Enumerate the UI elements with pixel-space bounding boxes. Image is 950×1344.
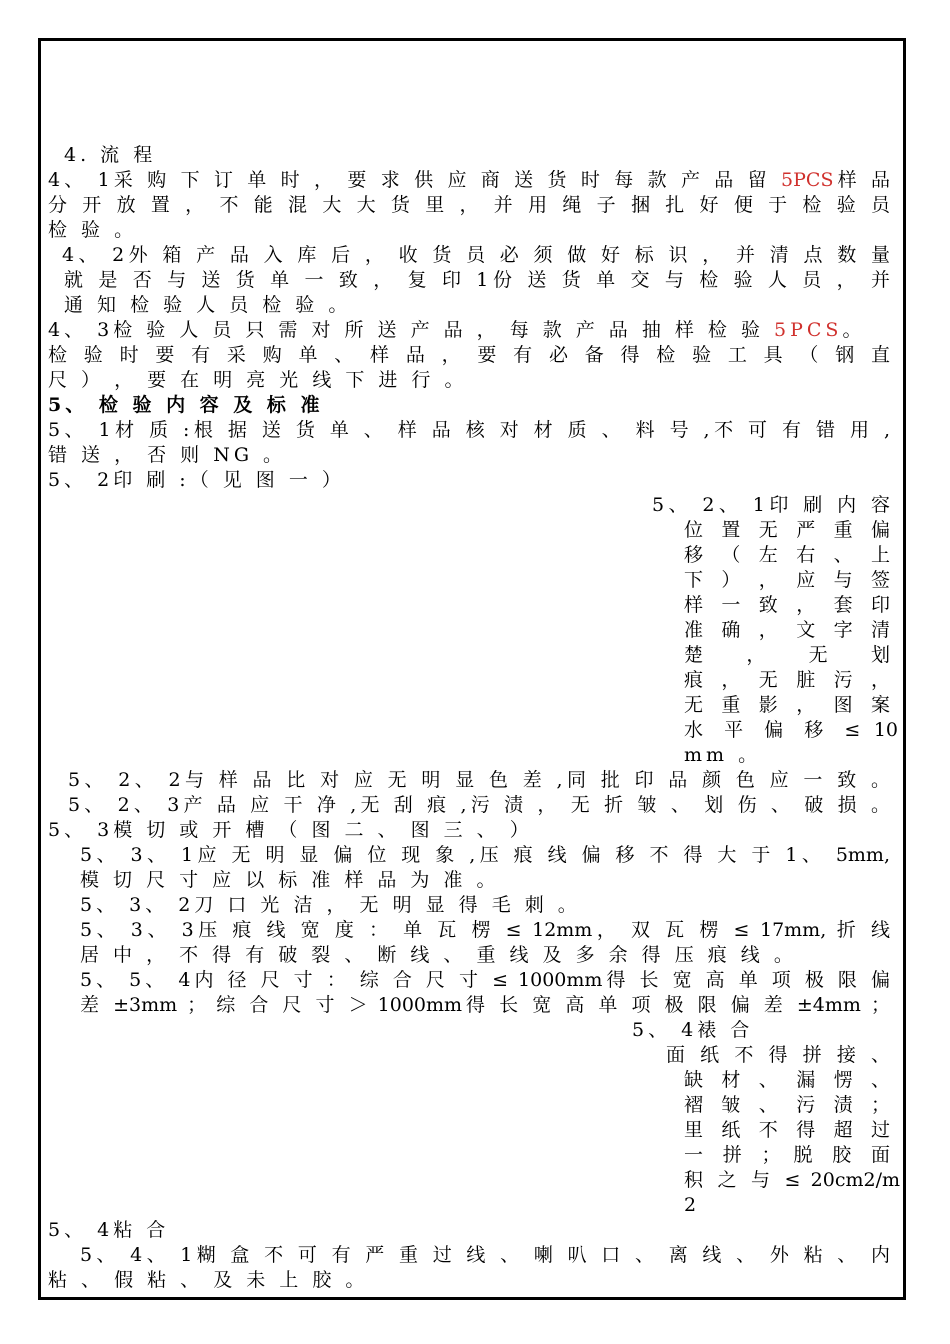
para-5-2-1-line-1: 5、 2、 1印 刷 内 容 bbox=[652, 494, 890, 516]
sample-qty-highlight-2: 5PCS bbox=[774, 319, 843, 341]
para-4-1-line-2: 分 开 放 置 ， 不 能 混 大 大 货 里 ， 并 用 绳 子 捆 扎 好 便 于 检 验 员 bbox=[48, 194, 890, 216]
para-5-2-2: 5、 2、 2与 样 品 比 对 应 无 明 显 色 差 ,同 批 印 品 颜 色 应 一 致 。 bbox=[68, 769, 890, 791]
para-5-2-1-line-11: mm 。 bbox=[684, 744, 762, 766]
para-5-1-line-2: 错 送 ， 否 则 NG 。 bbox=[48, 444, 287, 466]
para-4-2-line-1: 4、 2外 箱 产 品 入 库 后 ， 收 货 员 必 须 做 好 标 识 ， 并 清 点 数 量 bbox=[62, 244, 890, 266]
para-5-3-heading: 5、 3模 切 或 开 槽 （ 图 二 、 图 三 、 ） bbox=[48, 819, 533, 841]
para-5-1-line-1: 5、 1材 质 :根 据 送 货 单 、 样 品 核 对 材 质 、 料 号 ,不 可 有 错 用 , bbox=[48, 419, 890, 441]
para-4-2-line-3: 通 知 检 验 人 员 检 验 。 bbox=[64, 294, 352, 316]
para-5-4-bonding-heading: 5、 4粘 合 bbox=[48, 1219, 170, 1241]
para-4-3-line-3: 尺 ） ， 要 在 明 亮 光 线 下 进 行 。 bbox=[48, 369, 468, 391]
para-5-4-lamination-line-6: 积 之 与 ≤ 20cm2/m bbox=[684, 1169, 900, 1191]
para-5-2-1-line-2: 位 置 无 严 重 偏 bbox=[684, 519, 890, 541]
para-4-3-line-2: 检 验 时 要 有 采 购 单 、 样 品 ， 要 有 必 备 得 检 验 工 具 （ 钢 直 bbox=[48, 344, 890, 366]
para-5-3-3-line-2: 居 中 ， 不 得 有 破 裂 、 断 线 、 重 线 及 多 余 得 压 痕 线 。 bbox=[80, 944, 797, 966]
sample-qty-highlight: 5PCS bbox=[781, 169, 834, 191]
para-5-5-4-line-2: 差 ±3mm ； 综 合 尺 寸 ＞ 1000mm得 长 宽 高 单 项 极 限 偏 差 ±4mm ； bbox=[80, 994, 890, 1016]
para-5-4-lamination-line-3: 褶 皱 、 污 渍 ； bbox=[684, 1094, 890, 1116]
para-5-2-3: 5、 2、 3产 品 应 干 净 ,无 刮 痕 ,污 渍 ， 无 折 皱 、 划 伤 、 破 损 。 bbox=[68, 794, 890, 816]
para-5-4-1-line-1: 5、 4、 1糊 盒 不 可 有 严 重 过 线 、 喇 叭 口 、 离 线 、 外 粘 、 内 bbox=[80, 1244, 890, 1266]
para-5-2-1-line-3: 移 （ 左 右 、 上 bbox=[684, 544, 890, 566]
para-5-4-lamination-line-1: 面 纸 不 得 拼 接 、 bbox=[666, 1044, 890, 1066]
para-4-1-line-1: 4、 1采 购 下 订 单 时 ， 要 求 供 应 商 送 货 时 每 款 产 品 留 5PCS样 品 bbox=[48, 169, 890, 191]
para-5-3-1-line-1: 5、 3、 1应 无 明 显 偏 位 现 象 ,压 痕 线 偏 移 不 得 大 于 1、 5mm, bbox=[80, 844, 890, 866]
para-5-4-lamination-line-4: 里 纸 不 得 超 过 bbox=[684, 1119, 890, 1141]
para-5-2-heading: 5、 2印 刷 :（ 见 图 一 ） bbox=[48, 469, 345, 491]
para-5-2-1-line-7: 楚 ， 无 划 bbox=[684, 644, 890, 666]
para-5-2-1-line-9: 无 重 影 ， 图 案 bbox=[684, 694, 890, 716]
para-5-2-1-line-8: 痕 ， 无 脏 污 ， bbox=[684, 669, 890, 691]
para-5-3-1-line-2: 模 切 尺 寸 应 以 标 准 样 品 为 准 。 bbox=[80, 869, 500, 891]
para-5-2-1-line-5: 样 一 致 ， 套 印 bbox=[684, 594, 890, 616]
section-5-heading: 5、 检 验 内 容 及 标 准 bbox=[48, 394, 324, 416]
para-4-1-line-3: 检 验 。 bbox=[48, 219, 138, 241]
para-5-4-lamination-line-5: 一 拼 ； 脱 胶 面 bbox=[684, 1144, 890, 1166]
para-5-4-lamination-line-7: 2 bbox=[684, 1194, 701, 1216]
para-4-3-line-1: 4、 3检 验 人 员 只 需 对 所 送 产 品 ， 每 款 产 品 抽 样 检 验 5PCS。 bbox=[48, 319, 866, 341]
para-5-3-3-line-1: 5、 3、 3压 痕 线 宽 度 ： 单 瓦 楞 ≤ 12mm， 双 瓦 楞 ≤ 17mm, 折 线 bbox=[80, 919, 890, 941]
para-5-4-1-line-2: 粘 、 假 粘 、 及 未 上 胶 。 bbox=[48, 1269, 369, 1291]
para-5-2-1-line-4: 下 ） ， 应 与 签 bbox=[684, 569, 890, 591]
section-4-heading: 4. 流 程 bbox=[64, 144, 157, 166]
para-5-5-4-line-1: 5、 5、 4内 径 尺 寸 ： 综 合 尺 寸 ≤ 1000mm得 长 宽 高 单 项 极 限 偏 bbox=[80, 969, 890, 991]
para-5-2-1-line-6: 准 确 ， 文 字 清 bbox=[684, 619, 890, 641]
para-5-4-lamination-heading: 5、 4裱 合 bbox=[632, 1019, 754, 1041]
para-4-2-line-2: 就 是 否 与 送 货 单 一 致 ， 复 印 1份 送 货 单 交 与 检 验 人 员 ， 并 bbox=[64, 269, 890, 291]
para-5-3-2: 5、 3、 2刀 口 光 洁 ， 无 明 显 得 毛 刺 。 bbox=[80, 894, 581, 916]
para-5-4-lamination-line-2: 缺 材 、 漏 愣 、 bbox=[684, 1069, 890, 1091]
para-5-2-1-line-10: 水 平 偏 移 ≤ 10 bbox=[684, 719, 898, 741]
